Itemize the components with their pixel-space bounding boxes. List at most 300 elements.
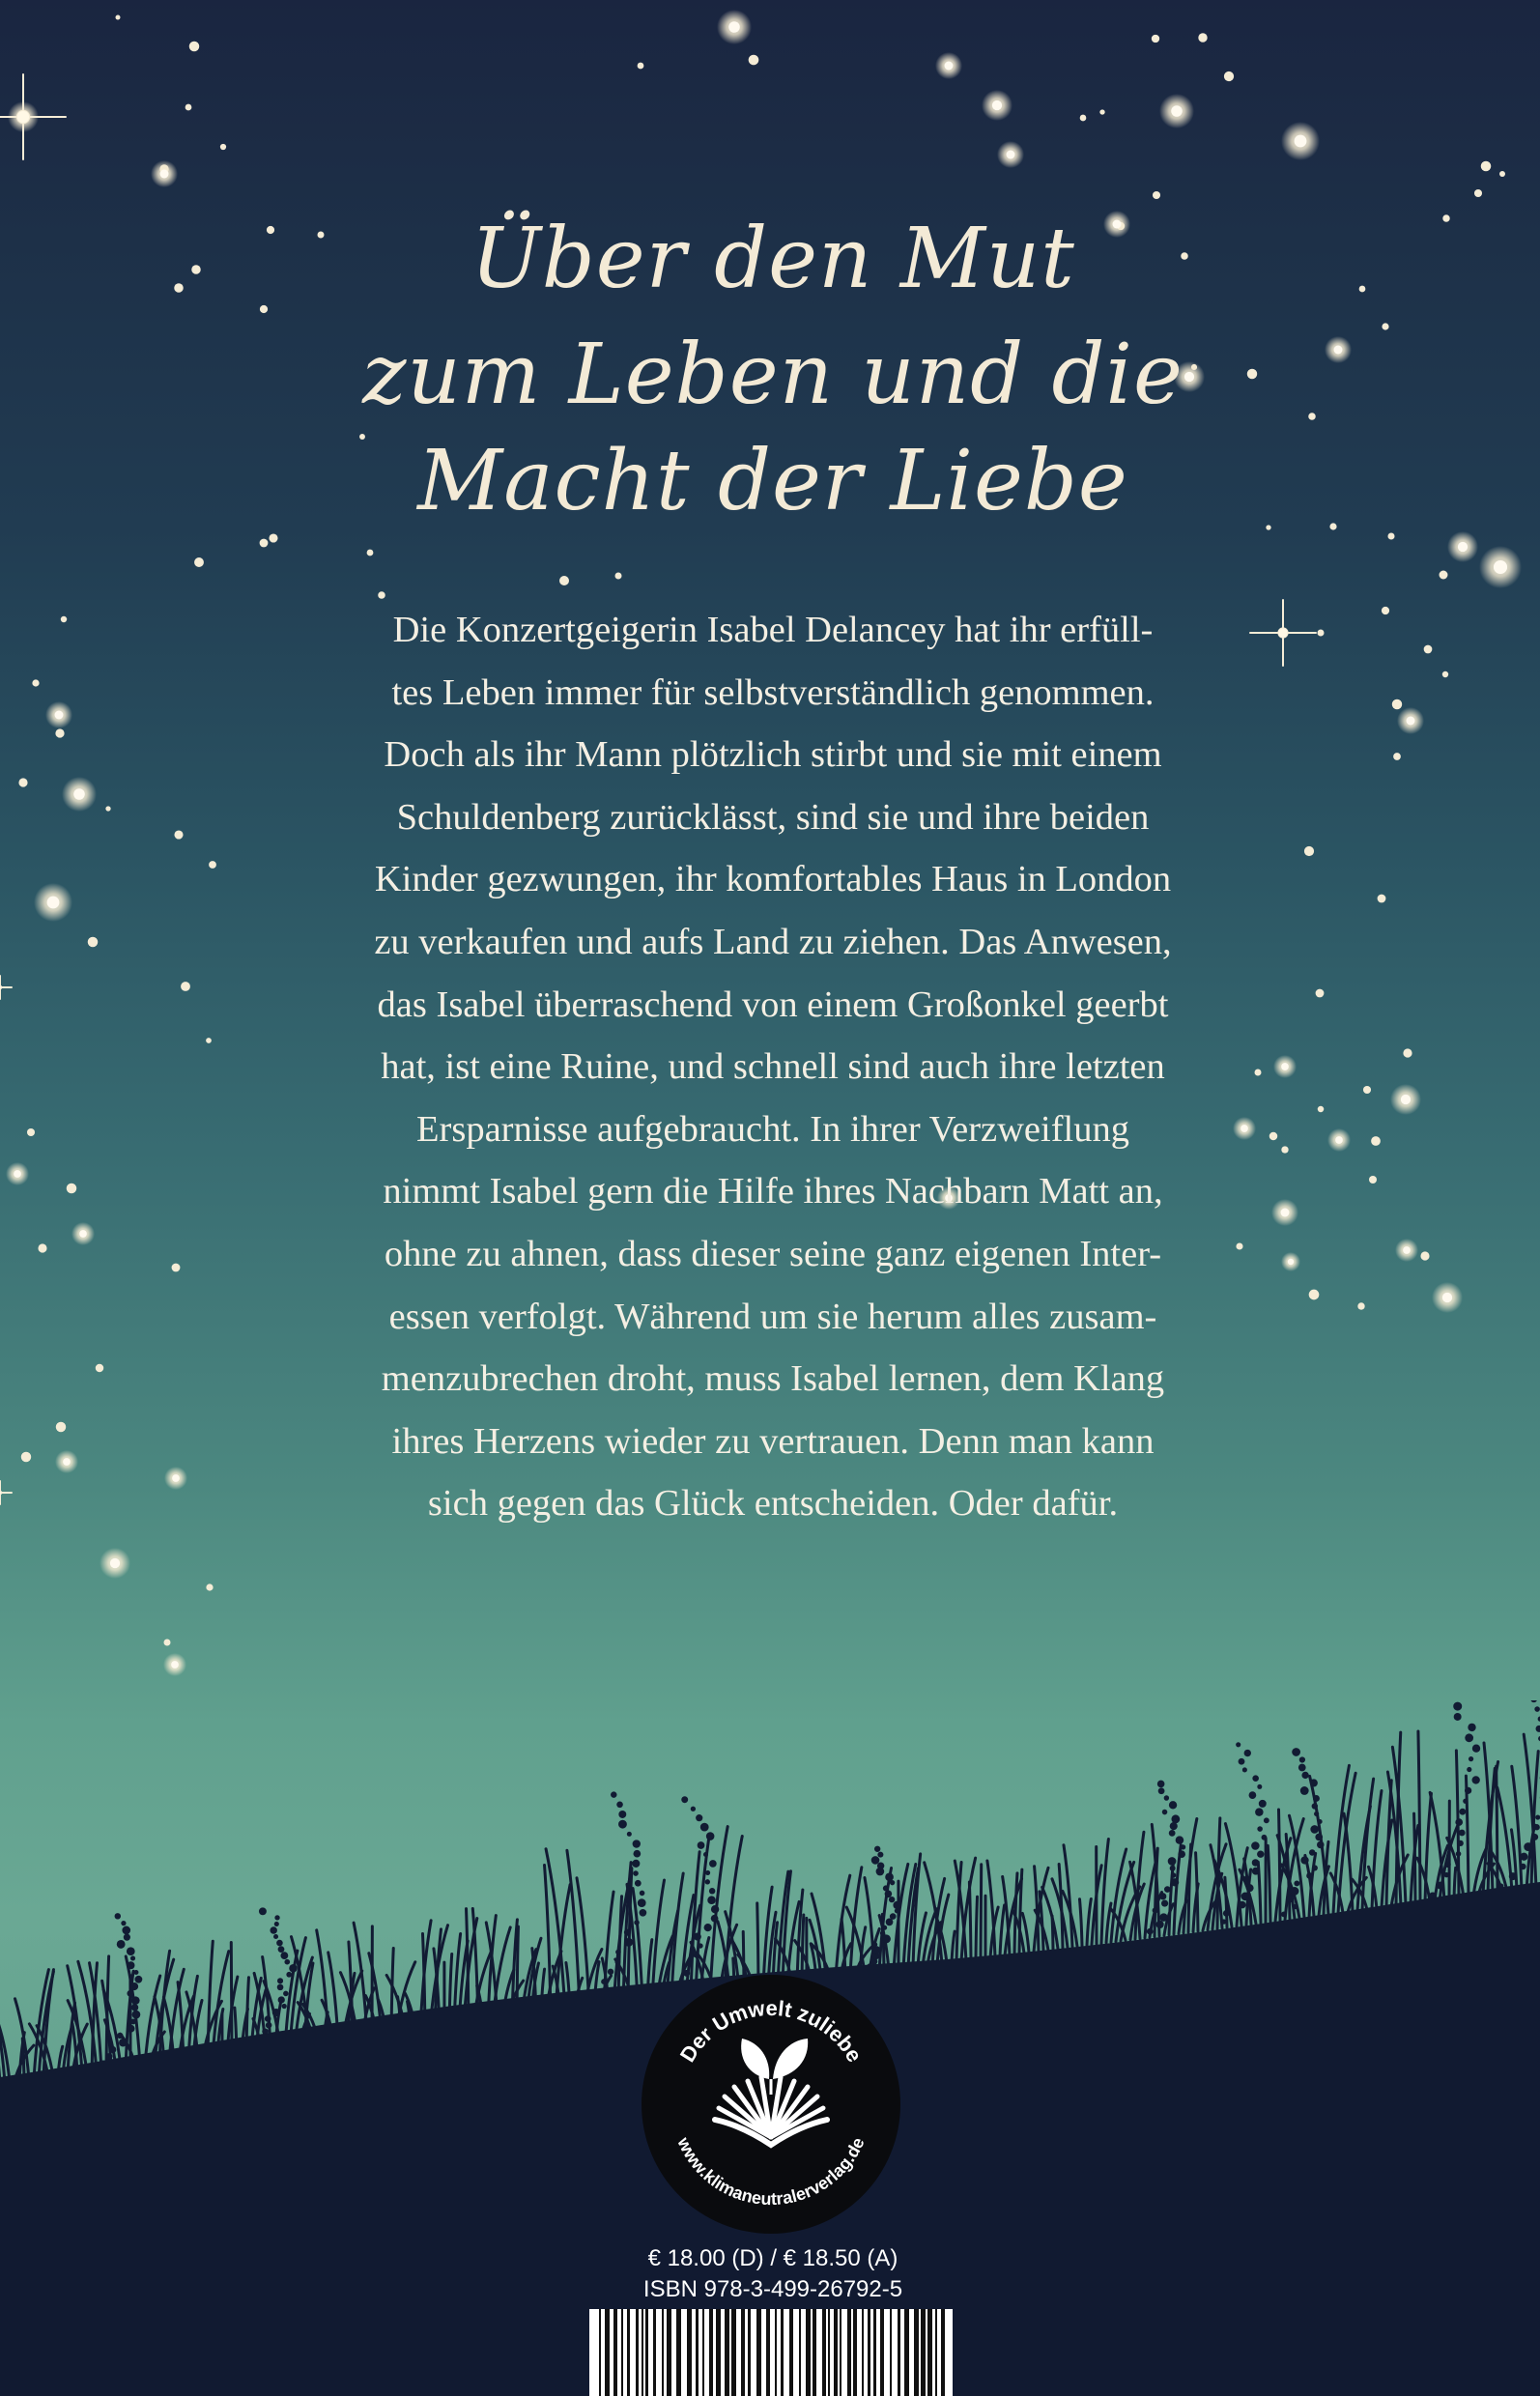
glowing-star-core: [1281, 1063, 1289, 1070]
glowing-star-core: [1403, 1246, 1411, 1254]
grass-blade: [545, 1865, 551, 2012]
grass-seed: [124, 1934, 130, 1941]
barcode-bar: [941, 2309, 945, 2396]
star-dot: [1442, 214, 1449, 221]
glowing-star-core: [1407, 717, 1415, 726]
barcode-bar: [789, 2309, 793, 2396]
grass-seed: [1242, 1767, 1247, 1772]
grass-seed: [681, 1796, 688, 1803]
barcode-bar: [766, 2309, 770, 2396]
sparkle-star-core: [16, 110, 29, 123]
barcode-bar: [662, 2309, 664, 2396]
grass-seed: [694, 1933, 701, 1941]
star-dot: [220, 144, 226, 150]
star-dot: [174, 830, 183, 839]
grass-seed: [274, 1922, 279, 1926]
glowing-star-core: [1401, 1095, 1411, 1104]
grass-seed: [1459, 1830, 1466, 1837]
grass-blade: [208, 1941, 213, 2056]
blurb-line: zu verkaufen und aufs Land zu ziehen. Das Anwesen,: [374, 921, 1172, 962]
sparkle-star-core: [0, 1491, 2, 1495]
grass-seed: [1314, 1811, 1319, 1816]
barcode-bar: [862, 2309, 864, 2396]
grass-seed: [638, 1898, 646, 1907]
star-dot: [1363, 1086, 1371, 1094]
grass-seed: [278, 1996, 285, 2003]
grass-seed: [1147, 1928, 1154, 1935]
star-dot: [1099, 109, 1104, 114]
star-dot: [367, 550, 374, 556]
grass-seed: [133, 1970, 138, 1975]
grass-seed: [128, 2025, 135, 2033]
grass-seed: [698, 1841, 705, 1849]
grass-seed: [1164, 1886, 1171, 1893]
grass-seed: [277, 1984, 284, 1991]
grass-seed: [618, 1811, 626, 1818]
star-dot: [1309, 1290, 1320, 1300]
star-dot: [1481, 161, 1492, 172]
grass-seed: [1458, 1840, 1464, 1846]
grass-seed: [1520, 1853, 1527, 1861]
grass-seed: [1255, 1808, 1263, 1815]
blurb-line: Kinder gezwungen, ihr komfortables Haus in London: [374, 859, 1172, 900]
climate-neutral-publisher-seal: [642, 1975, 900, 2234]
grass-seed: [270, 1926, 276, 1933]
isbn-label: ISBN 978-3-499-26792-5: [642, 2276, 903, 2302]
grass-seed: [618, 1820, 627, 1829]
glowing-star-core: [1494, 560, 1507, 574]
barcode-bar: [822, 2309, 826, 2396]
grass-seed: [127, 1947, 135, 1955]
star-dot: [1198, 33, 1207, 42]
grass-seed: [1164, 1795, 1169, 1800]
grass-seed: [1437, 1882, 1444, 1890]
grass-seed: [131, 1996, 140, 2005]
star-dot: [18, 778, 27, 786]
glowing-star-core: [1007, 151, 1015, 159]
grass-seed: [1239, 1758, 1245, 1765]
grass-seed: [1264, 1817, 1269, 1823]
glowing-star-core: [1288, 1259, 1294, 1265]
grass-seed: [872, 1942, 877, 1947]
grass-seed: [693, 1953, 699, 1958]
seal-bottom-text: www.klimaneutralerverlag.de: [673, 2134, 869, 2210]
grass-seed: [1221, 1919, 1226, 1924]
grass-blade: [1079, 1899, 1082, 1946]
barcode-bar: [847, 2309, 851, 2396]
barcode-bar: [748, 2309, 751, 2396]
grass-blade: [1188, 1844, 1191, 1932]
star-dot: [615, 573, 622, 580]
grass-seed: [121, 1921, 126, 1925]
grass-seed: [280, 1952, 288, 1959]
barcode-bar: [676, 2309, 681, 2396]
glowing-star-core: [1458, 542, 1468, 552]
grass-seed: [704, 1924, 712, 1931]
star-dot: [38, 1243, 46, 1252]
glowing-star-core: [1171, 105, 1183, 117]
grass-seed: [1153, 1907, 1158, 1913]
grass-seed: [1465, 1787, 1471, 1794]
star-dot: [1080, 115, 1087, 122]
grass-seed: [1169, 1801, 1177, 1809]
glowing-star-core: [992, 100, 1002, 110]
barcode-bar: [806, 2309, 811, 2396]
star-dot: [1318, 1106, 1325, 1113]
grass-seed: [283, 1991, 289, 1997]
grass-seed: [1249, 1791, 1257, 1799]
price-label: € 18.00 (D) / € 18.50 (A): [647, 2245, 898, 2271]
grass-seed: [633, 1870, 639, 1876]
grass-seed: [276, 1940, 283, 1947]
grass-seed: [601, 1979, 607, 1984]
grass-seed: [624, 1938, 633, 1947]
glowing-star-core: [160, 170, 169, 179]
grass-seed: [1158, 1787, 1165, 1794]
sparkle-star: [0, 74, 66, 159]
grass-seed: [1181, 1844, 1185, 1849]
barcode-bar: [687, 2309, 692, 2396]
grass-blade: [981, 1865, 982, 1959]
star-dot: [378, 591, 385, 599]
grass-blade: [1169, 1861, 1174, 1934]
grass-seed: [1534, 1706, 1540, 1712]
star-dot: [1382, 323, 1388, 329]
grass-seed: [893, 1901, 900, 1909]
glowing-star-core: [728, 21, 740, 33]
barcode-bar: [813, 2309, 816, 2396]
star-dot: [1499, 171, 1505, 177]
grass-seed: [265, 2015, 271, 2022]
grass-seed: [1444, 1872, 1449, 1877]
blurb-line: nimmt Isabel gern die Hilfe ihres Nachbarn Matt an,: [383, 1171, 1163, 1212]
barcode-bar: [873, 2309, 876, 2396]
glowing-star-core: [1335, 1136, 1343, 1144]
star-dot: [163, 1639, 170, 1645]
glowing-star-core: [55, 711, 64, 720]
barcode-bar: [605, 2309, 610, 2396]
star-dot: [1378, 895, 1386, 903]
grass-seed: [1298, 1764, 1306, 1772]
barcode-bar: [613, 2309, 617, 2396]
sparkle-star-core: [1278, 628, 1288, 638]
star-dot: [1152, 35, 1159, 43]
glowing-star-core: [79, 1230, 87, 1238]
grass-seed: [885, 1873, 894, 1882]
grass-seed: [1178, 1850, 1185, 1858]
grass-seed: [130, 1982, 138, 1990]
blurb-line: Ersparnisse aufgebraucht. In ihrer Verzweiflung: [416, 1108, 1129, 1150]
grass-seed: [1524, 1842, 1532, 1851]
grass-seed: [635, 1880, 642, 1887]
barcode-bar: [921, 2309, 926, 2396]
grass-seed: [1463, 1799, 1468, 1804]
grass-blade: [1000, 1905, 1005, 1956]
grass-seed: [1159, 1893, 1166, 1899]
barcode-bar: [904, 2309, 909, 2396]
glowing-star-core: [172, 1474, 180, 1482]
grass-seed: [1459, 1809, 1466, 1815]
grass-seed: [709, 1860, 717, 1868]
grass-seed: [1171, 1878, 1179, 1886]
grass-seed: [1317, 1841, 1325, 1849]
blurb-line: ohne zu ahnen, dass dieser seine ganz eigenen Inter-: [384, 1233, 1162, 1274]
star-dot: [61, 616, 67, 622]
grass-seed: [611, 1791, 616, 1797]
grass-seed: [1300, 1786, 1309, 1795]
grass-blade: [1418, 1731, 1420, 1903]
tagline-line: Über den Mut: [471, 211, 1075, 307]
grass-seed: [131, 2004, 138, 2011]
grass-seed: [711, 1905, 719, 1913]
grass-seed: [1444, 1861, 1451, 1868]
blurb-line: hat, ist eine Ruine, und schnell sind auch ihre letzten: [381, 1046, 1165, 1088]
grass-seed: [132, 2011, 141, 2019]
grass-seed: [1509, 1872, 1517, 1880]
star-dot: [1387, 532, 1394, 539]
grass-blade: [1414, 1813, 1415, 1903]
glowing-star-core: [63, 1458, 71, 1466]
seal-top-text: Der Umwelt zuliebe: [674, 1995, 868, 2067]
grass-seed: [1465, 1733, 1473, 1742]
grass-seed: [266, 2022, 272, 2029]
grass-seed: [1292, 1748, 1300, 1756]
grass-seed: [1239, 1901, 1246, 1909]
barcode-bar: [716, 2309, 721, 2396]
grass-seed: [1472, 1776, 1480, 1783]
grass-seed: [1299, 1756, 1305, 1762]
grass-blade: [231, 1942, 232, 2053]
grass-seed: [705, 1870, 710, 1875]
star-dot: [206, 1038, 212, 1043]
grass-seed: [1318, 1819, 1323, 1824]
grass-blade: [1344, 1813, 1353, 1911]
barcode-bar: [645, 2309, 648, 2396]
grass-seed: [1246, 1884, 1254, 1892]
grass-seed: [1315, 1834, 1323, 1841]
grass-seed: [1159, 1913, 1168, 1922]
blurb-line: Doch als ihr Mann plötzlich stirbt und sie mit einem: [384, 734, 1162, 776]
grass-seed: [872, 1946, 880, 1954]
star-dot: [1382, 607, 1389, 614]
grass-seed: [1535, 1814, 1540, 1819]
grass-seed: [1169, 1830, 1176, 1837]
glowing-star-core: [1334, 346, 1343, 355]
barcode-bar: [828, 2309, 830, 2396]
grass-blade: [969, 1882, 971, 1960]
star-dot: [206, 1583, 213, 1590]
grass-seed: [117, 2033, 123, 2039]
grass-seed: [127, 1961, 134, 1969]
star-dot: [1371, 1136, 1381, 1146]
grass-seed: [119, 2039, 127, 2046]
star-dot: [115, 14, 120, 19]
grass-seed: [616, 1801, 623, 1808]
grass-seed: [1241, 1893, 1249, 1901]
grass-seed: [115, 1913, 121, 1919]
grass-seed: [272, 2009, 280, 2016]
grass-seed: [632, 1860, 640, 1868]
barcode-bar: [636, 2309, 639, 2396]
barcode-bar: [799, 2309, 801, 2396]
grass-seed: [1244, 1750, 1251, 1756]
star-dot: [1308, 413, 1316, 420]
barcode-bar: [781, 2309, 784, 2396]
grass-seed: [1176, 1836, 1184, 1843]
grass-seed: [1262, 1835, 1268, 1840]
star-dot: [1316, 989, 1325, 998]
grass-seed: [1157, 1781, 1165, 1788]
glowing-star-core: [14, 1170, 21, 1178]
star-dot: [1269, 1132, 1278, 1141]
blurb-line: Schuldenberg zurücklässt, sind sie und ihre beiden: [396, 796, 1150, 838]
grass-seed: [278, 1946, 285, 1953]
barcode-bar: [927, 2309, 932, 2396]
grass-seed: [634, 1920, 640, 1925]
star-dot: [185, 104, 192, 111]
grass-seed: [1455, 1818, 1463, 1826]
grass-seed: [284, 1959, 290, 1965]
grass-seed: [1310, 1825, 1319, 1834]
star-dot: [172, 1264, 181, 1272]
grass-blade: [1278, 1810, 1280, 1921]
barcode-bar: [709, 2309, 713, 2396]
star-dot: [1424, 645, 1433, 654]
star-dot: [32, 679, 39, 686]
barcode-bar: [621, 2309, 623, 2396]
grass-seed: [1520, 1864, 1526, 1869]
grass-seed: [1456, 1851, 1462, 1857]
grass-seed: [1170, 1866, 1176, 1871]
star-dot: [1304, 846, 1314, 856]
glowing-star-core: [1295, 135, 1307, 148]
grass-seed: [882, 1925, 887, 1930]
barcode-bar: [935, 2309, 937, 2396]
grass-seed: [640, 1909, 647, 1917]
barcode-bar: [853, 2309, 857, 2396]
star-dot: [1318, 630, 1325, 637]
barcode-bar: [914, 2309, 919, 2396]
svg-text:Der Umwelt zuliebe: [675, 1996, 868, 2067]
grass-seed: [707, 1896, 716, 1904]
grass-seed: [289, 1964, 298, 1973]
barcode-bar: [667, 2309, 671, 2396]
grass-seed: [698, 1943, 702, 1948]
barcode-bar: [696, 2309, 699, 2396]
barcode-bar: [834, 2309, 838, 2396]
grass-seed: [1161, 1900, 1168, 1907]
grass-seed: [874, 1846, 880, 1852]
star-dot: [749, 55, 759, 66]
grass-seed: [882, 1934, 891, 1943]
grass-seed: [624, 1929, 631, 1936]
grass-seed: [1242, 1876, 1250, 1884]
blurb-line: sich gegen das Glück entscheiden. Oder dafür.: [427, 1483, 1119, 1525]
grass-seed: [117, 1940, 126, 1949]
grass-blade: [976, 1897, 978, 1959]
blurb-line: Die Konzertgeigerin Isabel Delancey hat ihr erfüll-: [392, 610, 1154, 650]
star-dot: [1369, 1176, 1377, 1184]
grass-seed: [105, 2053, 112, 2060]
barcode-bar: [880, 2309, 884, 2396]
star-dot: [260, 305, 268, 313]
grass-seed: [130, 2018, 136, 2024]
grass-seed: [615, 1950, 621, 1955]
star-dot: [1329, 523, 1336, 529]
grass-seed: [890, 1913, 897, 1920]
star-dot: [1392, 699, 1402, 709]
blurb-line: ihres Herzens wieder zu vertrauen. Denn man kann: [391, 1420, 1155, 1462]
grass-seed: [1531, 1834, 1538, 1840]
grass-seed: [1168, 1857, 1177, 1866]
barcode-bar: [898, 2309, 900, 2396]
grass-blade: [952, 1931, 955, 1962]
tagline-line: zum Leben und die: [362, 327, 1184, 423]
grass-seed: [705, 1879, 710, 1884]
barcode-bar: [725, 2309, 729, 2396]
blurb-line: menzubrechen droht, muss Isabel lernen, dem Klang: [381, 1358, 1165, 1400]
star-dot: [638, 63, 644, 70]
grass-seed: [1312, 1803, 1318, 1809]
grass-seed: [1309, 1849, 1315, 1855]
star-dot: [1281, 1146, 1288, 1153]
tagline-line: Macht der Liebe: [417, 433, 1128, 529]
grass-seed: [627, 1832, 632, 1837]
grass-seed: [286, 1972, 292, 1978]
grass-seed: [1468, 1724, 1475, 1731]
grass-seed: [127, 1990, 133, 1997]
grass-seed: [277, 1978, 283, 1983]
grass-blade: [1087, 1898, 1091, 1945]
grass-seed: [703, 1852, 708, 1857]
grass-seed: [259, 1907, 267, 1915]
grass-seed: [1252, 1775, 1259, 1782]
grass-seed: [1312, 1865, 1318, 1870]
barcode-bar: [840, 2309, 841, 2396]
grass-seed: [1162, 1810, 1168, 1815]
barcode-bar: [642, 2309, 643, 2396]
barcode-bar: [653, 2309, 656, 2396]
blurb-line: tes Leben immer für selbstverständlich genommen.: [391, 671, 1155, 713]
glowing-star-core: [110, 1558, 120, 1568]
grass-seed: [1171, 1872, 1176, 1877]
grass-seed: [687, 1961, 693, 1967]
blurb-line: essen verfolgt. Während um sie herum alles zusam-: [388, 1296, 1157, 1337]
barcode-bar: [756, 2309, 761, 2396]
grass-blade: [1196, 1853, 1198, 1931]
grass-seed: [1223, 1910, 1230, 1917]
grass-seed: [1453, 1702, 1462, 1711]
star-dot: [181, 982, 190, 991]
grass-seed: [889, 1897, 895, 1902]
star-dot: [105, 806, 110, 811]
grass-seed: [1536, 1726, 1540, 1732]
grass-seed: [1257, 1784, 1262, 1789]
star-dot: [191, 265, 201, 274]
grass-seed: [1171, 1814, 1180, 1823]
glowing-star-core: [171, 1661, 179, 1669]
grass-seed: [1467, 1767, 1471, 1772]
grass-seed: [1472, 1745, 1480, 1753]
star-dot: [1153, 191, 1160, 199]
glowing-star-core: [945, 62, 954, 71]
grass-seed: [877, 1863, 884, 1869]
star-dot: [88, 937, 99, 948]
star-dot: [1357, 1302, 1364, 1309]
blurb-line: das Isabel überraschend von einem Großonkel geerbt: [377, 984, 1169, 1025]
grass-seed: [700, 1823, 709, 1832]
star-dot: [209, 861, 216, 869]
